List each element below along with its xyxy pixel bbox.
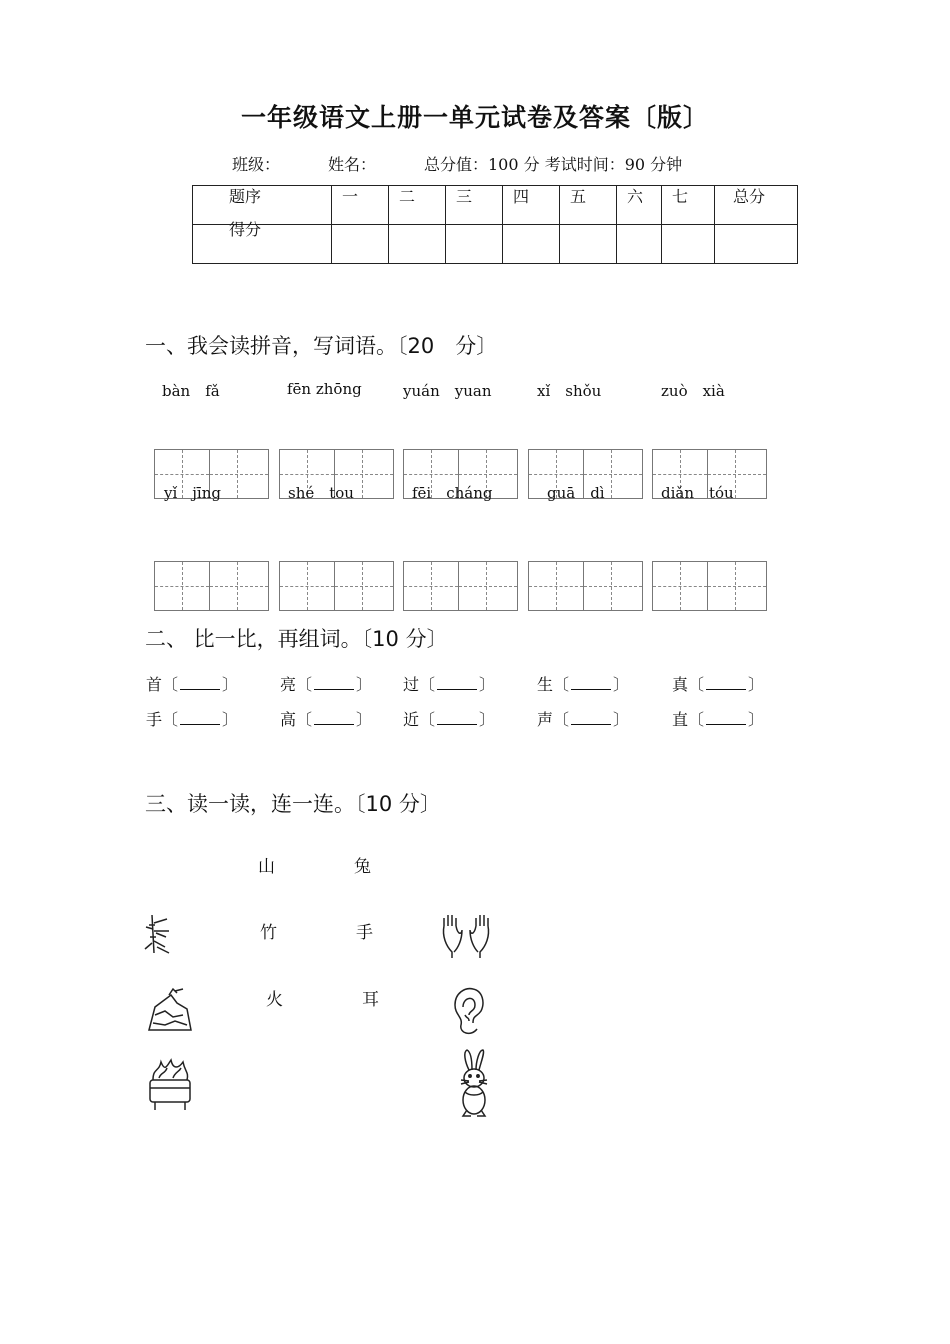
ear-icon[interactable] (447, 985, 487, 1037)
compare-item (146, 707, 238, 730)
bracket-close: 〕 (356, 675, 373, 694)
hands-icon[interactable] (440, 912, 492, 960)
writing-cell[interactable] (708, 561, 767, 611)
compare-item (146, 672, 238, 695)
score-table-cell: 题序 (193, 186, 332, 225)
compare-char: 亮 (280, 675, 297, 694)
answer-blank[interactable] (571, 712, 611, 725)
match-left-char[interactable]: 山 (258, 857, 275, 877)
class-label: 班级： (232, 155, 281, 174)
bracket-close: 〕 (748, 675, 765, 694)
compare-item (403, 672, 495, 695)
writing-cell[interactable] (584, 561, 643, 611)
score-table-score-row (193, 225, 798, 264)
score-table-cell: 七 (662, 186, 715, 225)
name-label: 姓名： (328, 155, 377, 174)
score-table-cell (193, 220, 332, 264)
bamboo-icon[interactable] (143, 913, 173, 955)
bracket-open: 〔 (296, 710, 313, 729)
bracket-open: 〔 (296, 675, 313, 694)
total-score-label: 总分值：100 分 考试时间：90 分钟 (424, 155, 683, 174)
match-right-char[interactable]: 耳 (362, 990, 379, 1010)
mountain-icon[interactable] (145, 985, 193, 1033)
answer-blank[interactable] (314, 677, 354, 690)
answer-blank[interactable] (571, 677, 611, 690)
pinyin-label: yǐ jīng (164, 484, 221, 502)
score-input-cell[interactable] (715, 225, 798, 264)
bracket-close: 〕 (356, 710, 373, 729)
score-input-cell[interactable] (332, 225, 389, 264)
score-input-cell[interactable] (503, 225, 560, 264)
writing-cell[interactable] (528, 561, 584, 611)
pinyin-label: shé tou (288, 484, 354, 502)
bracket-open: 〔 (419, 675, 436, 694)
score-table (192, 185, 798, 264)
writing-cell[interactable] (154, 561, 210, 611)
compare-char: 首 (146, 675, 163, 694)
compare-char: 生 (537, 675, 554, 694)
score-table-cell: 二 (389, 186, 446, 225)
match-left-char[interactable]: 竹 (260, 923, 277, 943)
match-right-char[interactable]: 手 (356, 923, 373, 943)
compare-item (403, 707, 495, 730)
bracket-close: 〕 (222, 710, 239, 729)
score-table-cell: 三 (446, 186, 503, 225)
bracket-close: 〕 (479, 710, 496, 729)
answer-blank[interactable] (706, 677, 746, 690)
compare-char: 直 (672, 710, 689, 729)
compare-char: 高 (280, 710, 297, 729)
section2-heading: 二、 比一比，再组词。〔10 分〕 (145, 627, 448, 651)
pinyin-label: diǎn tóu (661, 484, 734, 502)
bracket-open: 〔 (688, 710, 705, 729)
compare-char: 真 (672, 675, 689, 694)
writing-cell[interactable] (279, 561, 335, 611)
compare-item (280, 707, 372, 730)
bracket-open: 〔 (688, 675, 705, 694)
compare-item (672, 707, 764, 730)
match-left-char[interactable]: 火 (266, 990, 283, 1010)
compare-char: 过 (403, 675, 420, 694)
bracket-close: 〕 (222, 675, 239, 694)
compare-item (537, 672, 629, 695)
answer-blank[interactable] (314, 712, 354, 725)
section1-heading: 一、我会读拼音，写词语。〔20 分〕 (145, 334, 498, 358)
pinyin-label: fēi cháng (412, 484, 493, 502)
rabbit-icon[interactable] (455, 1048, 495, 1118)
section3-heading: 三、读一读，连一连。〔10 分〕 (145, 792, 441, 816)
writing-cell[interactable] (652, 561, 708, 611)
bracket-open: 〔 (419, 710, 436, 729)
writing-cell[interactable] (335, 561, 394, 611)
pinyin-label: fēn zhōng (287, 380, 362, 398)
bracket-close: 〕 (613, 710, 630, 729)
bracket-open: 〔 (162, 675, 179, 694)
answer-blank[interactable] (706, 712, 746, 725)
score-input-cell[interactable] (560, 225, 617, 264)
score-input-cell[interactable] (617, 225, 662, 264)
score-input-cell[interactable] (662, 225, 715, 264)
score-table-cell: 五 (560, 186, 617, 225)
pinyin-label: zuò xià (661, 382, 725, 400)
match-right-char[interactable]: 兔 (354, 857, 371, 877)
bracket-open: 〔 (553, 675, 570, 694)
pinyin-label: xǐ shǒu (537, 382, 602, 400)
bracket-open: 〔 (553, 710, 570, 729)
bracket-close: 〕 (613, 675, 630, 694)
compare-char: 近 (403, 710, 420, 729)
compare-char: 声 (537, 710, 554, 729)
pinyin-label: yuán yuan (403, 382, 492, 400)
score-input-cell[interactable] (389, 225, 446, 264)
writing-cell[interactable] (459, 561, 518, 611)
compare-item (537, 707, 629, 730)
compare-item (672, 672, 764, 695)
score-table-cell: 六 (617, 186, 662, 225)
score-row-label: 得分 (229, 220, 262, 239)
bracket-close: 〕 (748, 710, 765, 729)
answer-blank[interactable] (437, 677, 477, 690)
pinyin-label: guā dì (547, 484, 605, 502)
bracket-close: 〕 (479, 675, 496, 694)
page-title: 一年级语文上册一单元试卷及答案〔版〕 (240, 103, 709, 132)
answer-blank[interactable] (180, 677, 220, 690)
writing-cell[interactable] (210, 561, 269, 611)
score-table-cell: 一 (332, 186, 389, 225)
answer-blank[interactable] (437, 712, 477, 725)
pinyin-label: bàn fǎ (162, 382, 220, 400)
compare-item (280, 672, 372, 695)
bracket-open: 〔 (162, 710, 179, 729)
score-input-cell[interactable] (446, 225, 503, 264)
compare-char: 手 (146, 710, 163, 729)
answer-blank[interactable] (180, 712, 220, 725)
fire-icon[interactable] (145, 1058, 195, 1112)
writing-cell[interactable] (403, 561, 459, 611)
score-table-header-row (193, 186, 798, 225)
score-table-cell: 四 (503, 186, 560, 225)
score-table-cell: 总分 (715, 186, 798, 225)
